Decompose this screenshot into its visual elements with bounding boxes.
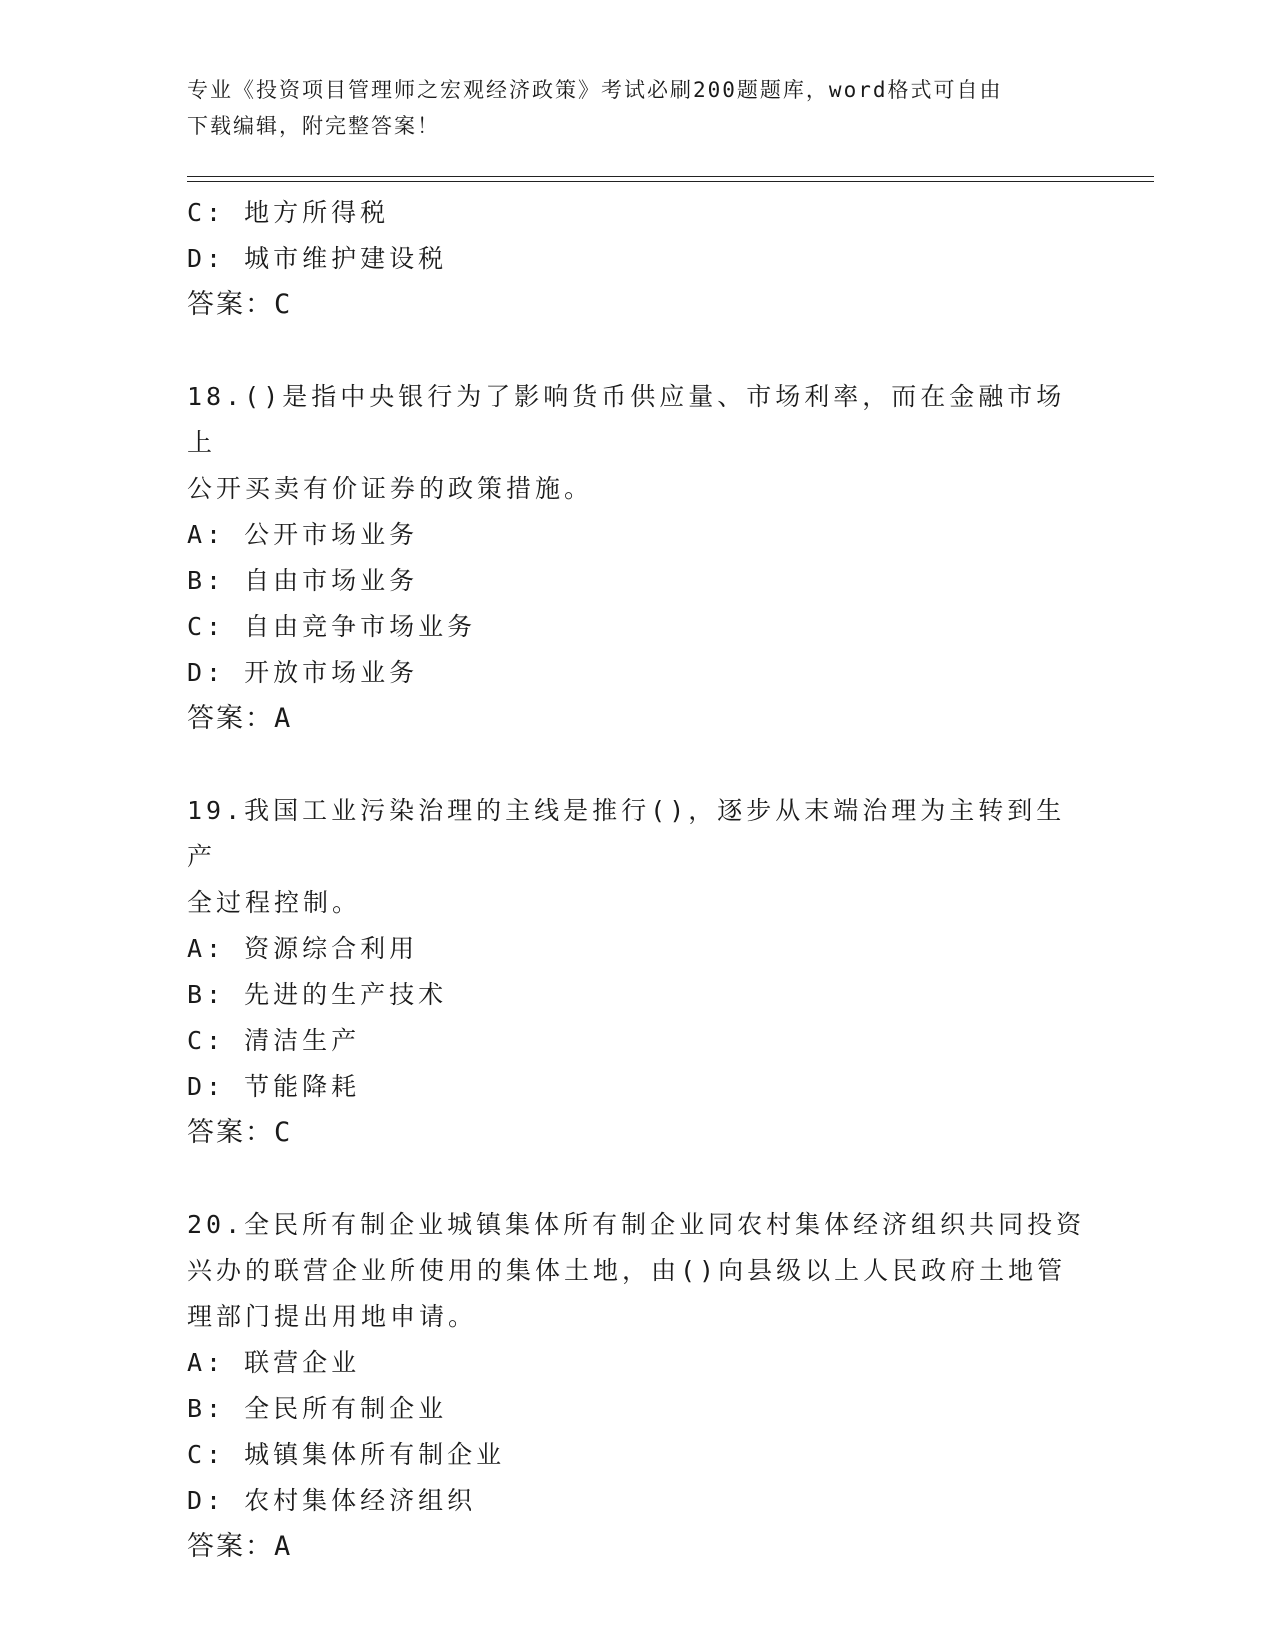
answer-label: 答案： <box>187 1531 274 1562</box>
question-18 <box>187 374 1087 742</box>
answer-line <box>187 696 1087 742</box>
answer-label: 答案： <box>187 289 274 320</box>
option-a: A: 公开市场业务 <box>187 520 419 549</box>
option-b: B: 自由市场业务 <box>187 566 419 595</box>
question-text <box>187 788 1087 926</box>
header-divider-bottom <box>187 181 1154 182</box>
answer-value: C <box>274 289 293 320</box>
question-text-line: 全过程控制。 <box>187 888 362 917</box>
question-text-line: 20.全民所有制企业城镇集体所有制企业同农村集体经济组织共同投资 <box>187 1210 1086 1239</box>
option-a: A: 联营企业 <box>187 1348 361 1377</box>
option-c: C: 清洁生产 <box>187 1026 361 1055</box>
question-text-line: 理部门提出用地申请。 <box>187 1302 478 1331</box>
header-line-1: 专业《投资项目管理师之宏观经济政策》考试必刷200题题库，word格式可自由 <box>187 78 1003 102</box>
spacer <box>187 742 1087 788</box>
page-header <box>187 72 1077 144</box>
answer-line <box>187 1524 1087 1570</box>
option-d: D: 农村集体经济组织 <box>187 1486 477 1515</box>
question-17 <box>187 190 1087 328</box>
header-divider-top <box>187 176 1154 177</box>
answer-line <box>187 1110 1087 1156</box>
question-20 <box>187 1202 1087 1570</box>
answer-label: 答案： <box>187 703 274 734</box>
answer-value: A <box>274 1531 293 1562</box>
answer-label: 答案： <box>187 1117 274 1148</box>
answer-value: C <box>274 1117 293 1148</box>
option-c: C: 城镇集体所有制企业 <box>187 1440 506 1469</box>
header-line-2: 下载编辑，附完整答案！ <box>187 114 440 138</box>
option-b: B: 全民所有制企业 <box>187 1394 448 1423</box>
question-text-line: 18.()是指中央银行为了影响货币供应量、市场利率，而在金融市场上 <box>187 382 1066 457</box>
spacer <box>187 1156 1087 1202</box>
option-c: C: 自由竞争市场业务 <box>187 612 477 641</box>
question-text-line: 19.我国工业污染治理的主线是推行()，逐步从末端治理为主转到生产 <box>187 796 1066 871</box>
answer-value: A <box>274 703 293 734</box>
answer-line <box>187 282 1087 328</box>
option-d: D: 开放市场业务 <box>187 658 419 687</box>
spacer <box>187 328 1087 374</box>
question-19 <box>187 788 1087 1156</box>
option-d: D: 节能降耗 <box>187 1072 361 1101</box>
option-a: A: 资源综合利用 <box>187 934 419 963</box>
option-c: C: 地方所得税 <box>187 198 390 227</box>
question-text-line: 兴办的联营企业所使用的集体土地，由()向县级以上人民政府土地管 <box>187 1256 1067 1285</box>
question-text <box>187 1202 1087 1340</box>
question-text-line: 公开买卖有价证券的政策措施。 <box>187 474 594 503</box>
option-b: B: 先进的生产技术 <box>187 980 448 1009</box>
option-d: D: 城市维护建设税 <box>187 244 448 273</box>
question-list <box>187 190 1087 1570</box>
question-text <box>187 374 1087 512</box>
